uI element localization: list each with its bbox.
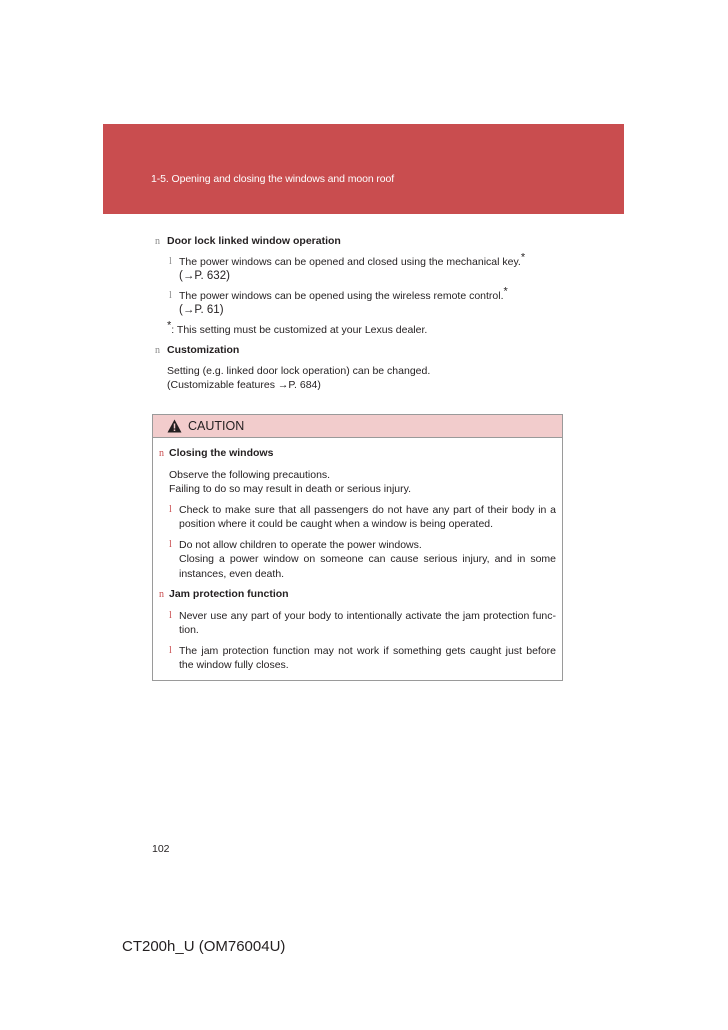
section-header-band bbox=[103, 124, 624, 214]
paragraph bbox=[167, 364, 565, 392]
document-code: CT200h_U (OM76004U) bbox=[122, 938, 286, 955]
section-customization bbox=[155, 343, 565, 392]
list-item bbox=[169, 609, 556, 638]
paragraph bbox=[169, 468, 556, 497]
section-heading: Jam protection function bbox=[169, 588, 289, 600]
item-text: The jam protection function may not work if something gets caught just before the window fully closes. bbox=[179, 644, 556, 671]
item-bullet: l bbox=[169, 609, 172, 621]
section-bullet: n bbox=[159, 589, 164, 600]
section-heading: Closing the windows bbox=[169, 447, 274, 459]
item-text: Check to make sure that all passengers do not have any part of their body in a position where it could be caught when a window is being operated. bbox=[179, 503, 556, 530]
item-text: The power windows can be opened and closed using the mechanical key. bbox=[179, 256, 521, 268]
list-item bbox=[169, 503, 556, 532]
item-text: Do not allow children to operate the power windows. bbox=[179, 538, 422, 551]
section-door-lock bbox=[155, 234, 565, 337]
item-bullet: l bbox=[169, 290, 172, 301]
paragraph-line: Observe the following precautions. bbox=[169, 468, 331, 481]
caution-section-closing bbox=[159, 446, 556, 581]
paragraph-line: Setting (e.g. linked door lock operation) can be changed. bbox=[167, 365, 431, 377]
item-bullet: l bbox=[169, 256, 172, 267]
section-title: 1-5. Opening and closing the windows and moon roof bbox=[151, 173, 395, 185]
page-number: 102 bbox=[152, 843, 170, 855]
warning-triangle-icon bbox=[167, 419, 182, 433]
section-bullet: n bbox=[159, 448, 164, 459]
item-text: Closing a power window on someone can cause serious injury, and in some instances, even death. bbox=[179, 553, 556, 580]
item-bullet: l bbox=[169, 644, 172, 656]
list-item bbox=[169, 538, 556, 582]
item-bullet: l bbox=[169, 538, 172, 550]
caution-header bbox=[153, 415, 562, 438]
section-heading: Customization bbox=[167, 344, 240, 356]
footnote-mark: * bbox=[167, 319, 172, 332]
list-item bbox=[169, 251, 565, 283]
paragraph-line: Failing to do so may result in death or serious injury. bbox=[169, 483, 412, 495]
main-content bbox=[155, 234, 565, 392]
footnote-mark: * bbox=[520, 251, 526, 264]
caution-label: CAUTION bbox=[188, 419, 245, 433]
list-item bbox=[169, 285, 565, 317]
section-bullet: n bbox=[155, 345, 160, 356]
item-text: The power windows can be opened using the wireless remote control. bbox=[179, 290, 504, 302]
caution-box bbox=[152, 414, 563, 681]
section-bullet: n bbox=[155, 236, 160, 247]
page-reference-link[interactable]: (→P. 61) bbox=[179, 304, 224, 316]
section-heading: Door lock linked window operation bbox=[167, 235, 341, 247]
item-text: Never use any part of your body to intentionally activate the jam protection func-tion. bbox=[179, 609, 556, 636]
item-bullet: l bbox=[169, 503, 172, 515]
customizable-features-reference-link[interactable]: (Customizable features →P. 684) bbox=[167, 379, 321, 391]
list-item bbox=[169, 644, 556, 673]
caution-section-jam-protection bbox=[159, 587, 556, 673]
footnote-text: : This setting must be customized at your Lexus dealer. bbox=[171, 324, 428, 336]
footnote-mark: * bbox=[503, 285, 508, 298]
footnote bbox=[167, 319, 565, 337]
page-reference-link[interactable]: (→P. 632) bbox=[179, 270, 230, 282]
